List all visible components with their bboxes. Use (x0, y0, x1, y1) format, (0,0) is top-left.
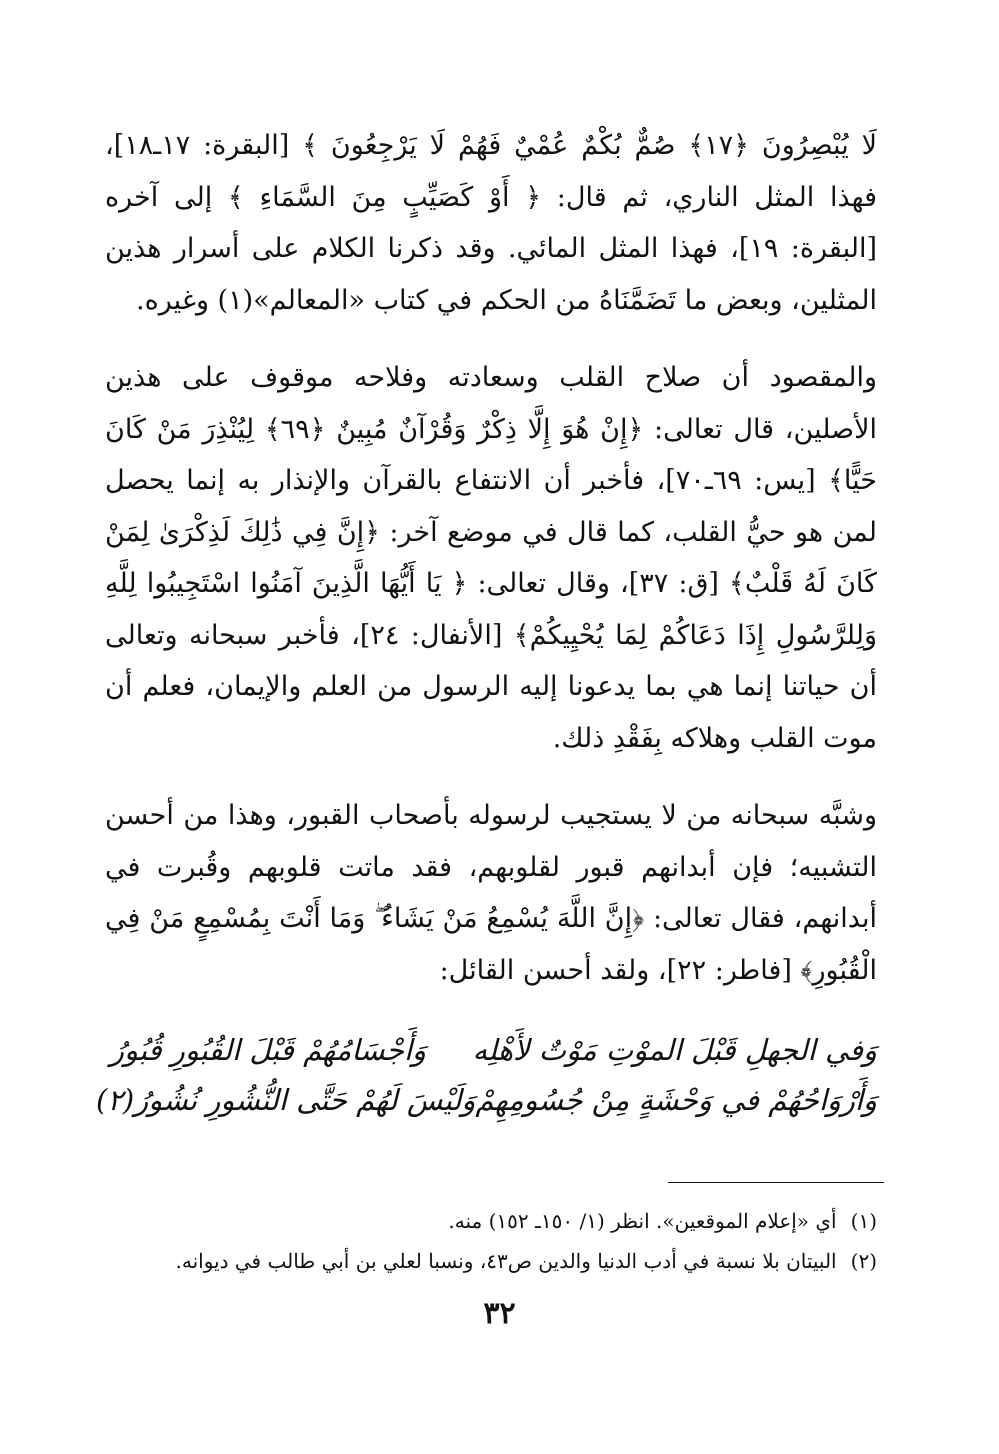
footnote-divider (668, 1182, 884, 1183)
poem-hemistich-second: وَلَيْسَ لَهُمْ حَتَّى النُّشُورِ نُشُورُ(٢) (95, 1083, 476, 1117)
main-text (105, 120, 877, 996)
poem-hemistich-first: وَفي الجهلِ قَبْلَ الموْتِ مَوْتٌ لأَهْلِه (472, 1033, 877, 1067)
paragraph-1: لَا يُبْصِرُونَ ﴿١٧﴾ صُمٌّ بُكْمٌ عُمْيٌ فَهُمْ لَا يَرْجِعُونَ ﴾ [البقرة: ١٧ـ١٨]، فهذا المثل الناري، ثم قال: ﴿ أَوْ كَصَيِّبٍ مِنَ السَّمَاءِ ﴾ إلى آخره [البقرة: ١٩]، فهذا المثل المائي. وقد ذكرنا الكلام على أسرار هذين المثلين، وبعض ما تَضَمَّنَاهُ من الحكم في كتاب «المعالم»(١) وغيره. (105, 130, 877, 316)
poem-hemistich-first: وَأَرْوَاحُهُمْ في وَحْشَةٍ مِنْ جُسُومِهِمْ (475, 1083, 877, 1117)
paragraph-3: وشبَّه سبحانه من لا يستجيب لرسوله بأصحاب القبور، وهذا من أحسن التشبيه؛ فإن أبدانهم قبور لقلوبهم، فقد ماتت قلوبهم وقُبرت في أبدانهم، فقال تعالى: ﴿إِنَّ اللَّهَ يُسْمِعُ مَنْ يَشَاءُ ۖ وَمَا أَنْتَ بِمُسْمِعٍ مَنْ فِي الْقُبُورِ﴾ [فاطر: ٢٢]، ولقد أحسن القائل: (105, 800, 877, 986)
poem-verse-2 (95, 1078, 877, 1122)
footnote-number: (٢) (850, 1249, 877, 1273)
poem-hemistich-second: وَأَجْسَامُهُمْ قَبْلَ القُبُورِ قُبُورُ (110, 1033, 427, 1067)
paragraph-2: والمقصود أن صلاح القلب وسعادته وفلاحه موقوف على هذين الأصلين، قال تعالى: ﴿إِنْ هُوَ إِلَّا ذِكْرٌ وَقُرْآنٌ مُبِينٌ ﴿٦٩﴾ لِيُنْذِرَ مَنْ كَانَ حَيًّا﴾ [يس: ٦٩ـ٧٠]، فأخبر أن الانتفاع بالقرآن والإنذار به إنما يحصل لمن هو حيُّ القلب، كما قال في موضع آخر: ﴿إِنَّ فِي ذَٰلِكَ لَذِكْرَىٰ لِمَنْ كَانَ لَهُ قَلْبٌ﴾ [ق: ٣٧]، وقال تعالى: ﴿ يَا أَيُّهَا الَّذِينَ آمَنُوا اسْتَجِيبُوا لِلَّهِ وَلِلرَّسُولِ إِذَا دَعَاكُمْ لِمَا يُحْيِيكُمْ﴾ [الأنفال: ٢٤]، فأخبر سبحانه وتعالى أن حياتنا إنما هي بما يدعونا إليه الرسول من العلم والإيمان، فعلم أن موت القلب وهلاكه بِفَقْدِ ذلك. (105, 362, 877, 754)
footnote-1 (105, 1206, 877, 1236)
footnote-number: (١) (850, 1209, 877, 1233)
footnote-2 (105, 1246, 877, 1276)
poem-verse-1 (110, 1028, 877, 1072)
page-number: ٣٢ (483, 1296, 516, 1331)
footnote-text: البيتان بلا نسبة في أدب الدنيا والدين ص٤٣، ونسبا لعلي بن أبي طالب في ديوانه. (175, 1249, 837, 1273)
footnote-text: أي «إعلام الموقعين». انظر (١/ ١٥٠ـ ١٥٢) منه. (448, 1209, 837, 1233)
